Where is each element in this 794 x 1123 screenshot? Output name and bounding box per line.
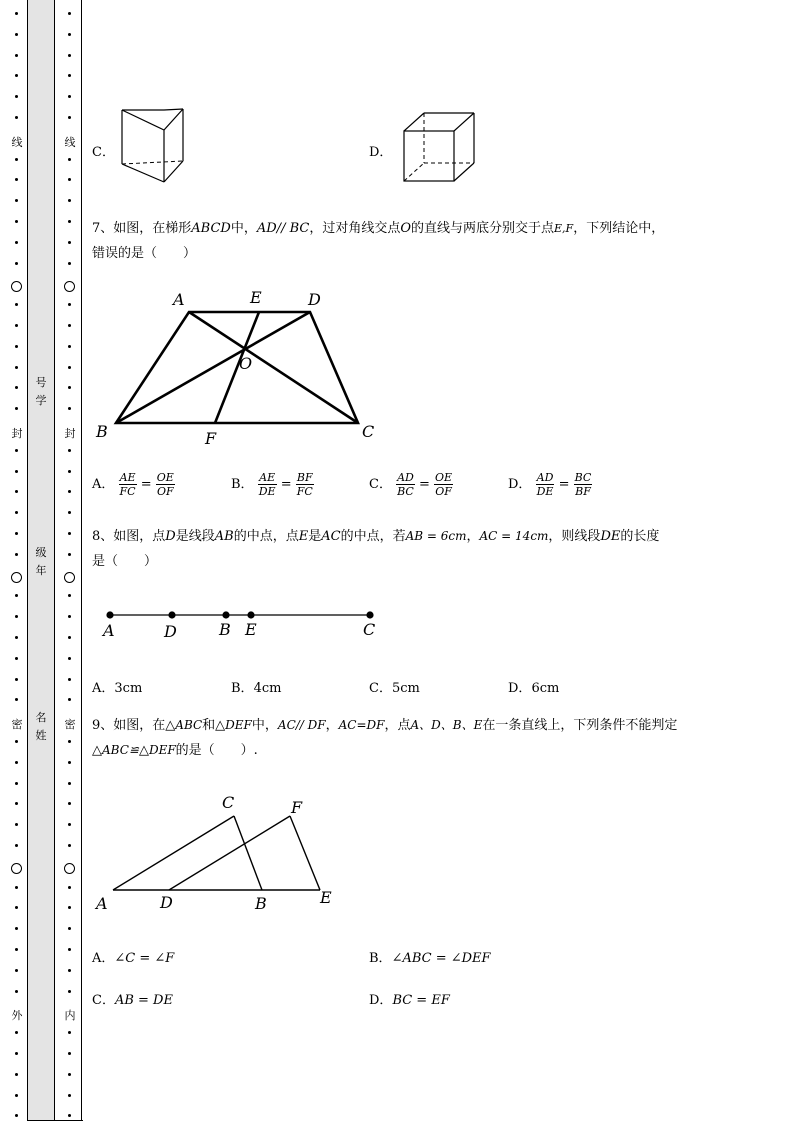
fraction-denominator: FC	[119, 485, 136, 498]
binding-dot	[15, 698, 18, 701]
fraction-denominator: DE	[258, 485, 276, 498]
left-circle-mark	[11, 281, 22, 292]
q8-line-segment-figure	[92, 600, 392, 645]
math-term: ABC	[175, 718, 203, 732]
label-char: 号	[35, 376, 47, 389]
binding-dot	[15, 615, 18, 618]
binding-dot	[68, 178, 71, 181]
binding-dot	[15, 927, 18, 930]
stem-text: 的长度	[620, 529, 660, 544]
option-value: 4cm	[253, 681, 282, 696]
fraction	[536, 471, 555, 498]
math-term: AC = 14cm	[479, 529, 549, 543]
binding-dot	[15, 366, 18, 369]
binding-dot	[15, 969, 18, 972]
binding-dot	[68, 844, 71, 847]
fraction-numerator: AE	[119, 471, 136, 484]
binding-dot	[15, 782, 18, 785]
binding-dot	[15, 407, 18, 410]
point-label-b: B	[96, 422, 108, 441]
stem-text: 是	[308, 529, 322, 544]
option-label: C．	[369, 681, 392, 696]
stem-text: ，	[325, 718, 339, 733]
binding-dot	[15, 449, 18, 452]
point-label-o: O	[239, 354, 253, 373]
option-value: 3cm	[114, 681, 143, 696]
binding-dot	[68, 511, 71, 514]
binding-dot	[68, 990, 71, 993]
option-label: D．	[508, 477, 532, 492]
binding-dot	[68, 615, 71, 618]
point-label-d: D	[164, 622, 177, 641]
fraction-denominator: OF	[435, 485, 452, 498]
q6-option-c-prism-figure	[118, 104, 190, 186]
left-mark-mi: 密	[11, 718, 23, 731]
binding-dot	[68, 969, 71, 972]
point-label-e: E	[245, 620, 257, 639]
right-mark-xian: 线	[64, 136, 76, 149]
binding-dot	[68, 948, 71, 951]
binding-dot	[68, 802, 71, 805]
stem-text: △	[138, 743, 149, 758]
stem-text: 如图，点	[113, 529, 166, 544]
binding-dot	[68, 116, 71, 119]
right-mark-nei: 内	[64, 1009, 76, 1022]
point-label-f: F	[291, 798, 303, 817]
binding-dot	[68, 470, 71, 473]
q8-option-c	[369, 677, 420, 696]
binding-dot	[15, 802, 18, 805]
option-label: A．	[92, 681, 115, 696]
stem-text: 中，	[251, 718, 278, 733]
math-term: AC	[321, 529, 341, 544]
left-circle-mark	[11, 863, 22, 874]
binding-dot	[15, 823, 18, 826]
binding-dot	[68, 449, 71, 452]
binding-dot	[68, 407, 71, 410]
option-label: C．	[92, 993, 115, 1008]
binding-dot	[15, 1031, 18, 1034]
binding-dot	[15, 636, 18, 639]
binding-dot	[68, 636, 71, 639]
math-term: DE	[600, 529, 621, 544]
option-value: AB = DE	[114, 993, 173, 1008]
fraction-numerator: BC	[574, 471, 592, 484]
q9-option-a	[92, 947, 174, 966]
stem-text: △	[92, 743, 102, 758]
fraction-numerator: AE	[259, 471, 276, 484]
right-mark-feng: 封	[64, 427, 76, 440]
stem-text: 的中点，若	[340, 529, 406, 544]
option-value: BC = EF	[392, 993, 450, 1008]
binding-dot	[15, 262, 18, 265]
binding-dot	[68, 594, 71, 597]
option-label: A．	[92, 951, 115, 966]
q9-option-b	[369, 947, 491, 966]
q7-option-b: B． $\frac{AE}{DE}$ = $\frac{BF}{FC}$	[231, 471, 313, 498]
binding-dot	[15, 532, 18, 535]
math-term: DEF	[225, 718, 252, 732]
right-mark-mi: 密	[64, 718, 76, 731]
option-label: B．	[369, 951, 392, 966]
binding-dot	[15, 386, 18, 389]
math-term: ABCD	[191, 221, 231, 236]
label-char: 年	[35, 564, 47, 577]
option-label: A．	[92, 477, 115, 492]
point-label-d: D	[308, 290, 321, 309]
stem-text: 的是（ ）.	[175, 743, 258, 758]
binding-dot	[15, 553, 18, 556]
q6-option-c-label: C．	[92, 145, 115, 160]
stem-text: 的中点，点	[233, 529, 299, 544]
binding-dot	[68, 345, 71, 348]
stem-text: 中，	[230, 221, 257, 236]
binding-dot	[68, 927, 71, 930]
point-label-e: E	[250, 288, 262, 307]
left-circle-mark	[11, 572, 22, 583]
binding-dot	[15, 303, 18, 306]
question-7-stem	[92, 216, 732, 266]
option-label: B．	[231, 681, 254, 696]
binding-dot	[68, 386, 71, 389]
fraction	[258, 471, 277, 498]
math-term: E,F	[554, 222, 574, 235]
q7-option-d: D． $\frac{AD}{DE}$ = $\frac{BC}{BF}$	[508, 471, 592, 498]
math-term: AD// BC	[256, 221, 310, 236]
q8-option-a	[92, 677, 142, 696]
binding-dot	[68, 678, 71, 681]
math-term: ABC≌	[102, 743, 139, 757]
question-8-stem	[92, 524, 732, 574]
label-char: 姓	[35, 729, 47, 742]
binding-dot	[68, 1114, 71, 1117]
binding-dot	[15, 1073, 18, 1076]
option-value: 6cm	[531, 681, 560, 696]
option-label: D．	[369, 993, 393, 1008]
stem-text: ，则线段	[548, 529, 601, 544]
stem-text: ，	[466, 529, 480, 544]
binding-dot	[68, 95, 71, 98]
q8-option-d	[508, 677, 559, 696]
stem-text: 是（ ）	[92, 554, 158, 569]
math-term: AC// DF	[277, 718, 326, 732]
question-9-stem	[92, 713, 732, 763]
point-label-c: C	[362, 422, 375, 441]
binding-dot	[68, 761, 71, 764]
binding-dot	[15, 1114, 18, 1117]
fraction-denominator: BC	[397, 485, 414, 498]
binding-dot	[68, 262, 71, 265]
binding-margin	[0, 0, 84, 1123]
binding-dot	[68, 1052, 71, 1055]
fraction-numerator: BF	[296, 471, 313, 484]
point-label-b: B	[255, 894, 267, 913]
fraction	[396, 471, 415, 498]
option-value: 5cm	[391, 681, 420, 696]
binding-dot	[15, 990, 18, 993]
binding-dot	[15, 594, 18, 597]
fraction	[296, 471, 314, 498]
fraction	[574, 471, 593, 498]
binding-dot	[68, 241, 71, 244]
binding-bottom-rule	[27, 1120, 83, 1121]
binding-dot	[15, 116, 18, 119]
binding-dot	[68, 698, 71, 701]
binding-dot	[15, 345, 18, 348]
fraction	[119, 471, 137, 498]
binding-dot	[68, 74, 71, 77]
option-label: C．	[369, 477, 392, 492]
math-term: E	[298, 529, 309, 544]
option-label: D．	[508, 681, 532, 696]
label-char: 名	[35, 711, 47, 724]
fraction-denominator: OF	[156, 485, 174, 498]
q9-option-d	[369, 989, 450, 1008]
stem-text: ，点	[384, 718, 411, 733]
binding-dot	[68, 1031, 71, 1034]
q6-option-d-cube-figure	[400, 110, 478, 186]
binding-dot	[68, 1073, 71, 1076]
q7-option-c: C． $\frac{AD}{BC}$ = $\frac{OE}{OF}$	[369, 471, 453, 498]
binding-dot	[15, 54, 18, 57]
question-number: 7、	[92, 221, 114, 236]
stem-text: 的直线与两底分别交于点	[411, 221, 555, 236]
binding-dot	[68, 366, 71, 369]
math-term: DEF	[148, 743, 176, 757]
binding-dot	[15, 657, 18, 660]
stem-text: ，过对角线交点	[309, 221, 401, 236]
binding-dot	[15, 1052, 18, 1055]
math-term: AB = 6cm	[405, 529, 467, 543]
binding-dot	[68, 324, 71, 327]
binding-dot	[68, 220, 71, 223]
stem-text: 是线段	[175, 529, 215, 544]
grade-label	[32, 544, 50, 580]
point-label-d: D	[160, 893, 173, 912]
label-char: 学	[35, 394, 47, 407]
point-label-f: F	[205, 429, 217, 448]
math-term: AB	[214, 529, 234, 544]
binding-dot	[15, 844, 18, 847]
binding-dot	[15, 886, 18, 889]
math-term: A、D、B、E	[410, 718, 483, 732]
point-label-a: A	[103, 621, 115, 640]
left-mark-wai: 外	[11, 1009, 23, 1022]
binding-dot	[68, 553, 71, 556]
point-label-e: E	[320, 888, 332, 907]
binding-dot	[68, 1094, 71, 1097]
fraction-denominator: FC	[296, 485, 313, 498]
option-label: B．	[231, 477, 254, 492]
binding-dot	[68, 532, 71, 535]
fraction-numerator: OE	[435, 471, 453, 484]
fraction-numerator: AD	[536, 471, 554, 484]
binding-dot	[15, 678, 18, 681]
binding-dot	[15, 761, 18, 764]
q6-option-d-label: D．	[369, 145, 393, 160]
binding-dot	[15, 95, 18, 98]
question-number: 8、	[92, 529, 114, 544]
binding-dot	[68, 657, 71, 660]
point-label-b: B	[219, 620, 231, 639]
binding-dot	[68, 33, 71, 36]
right-circle-mark	[64, 863, 75, 874]
q8-option-b	[231, 677, 281, 696]
q9-option-c	[92, 989, 173, 1008]
binding-dot	[15, 511, 18, 514]
binding-dot	[15, 948, 18, 951]
binding-dot	[15, 1094, 18, 1097]
binding-dot	[15, 490, 18, 493]
binding-dot	[15, 12, 18, 15]
fraction-denominator: BF	[575, 485, 591, 498]
math-term: AC=DF	[338, 718, 385, 732]
binding-dot	[68, 158, 71, 161]
binding-dot	[68, 54, 71, 57]
binding-dot	[15, 740, 18, 743]
binding-dot	[68, 823, 71, 826]
binding-dot	[15, 74, 18, 77]
name-label	[32, 709, 50, 745]
option-value: ∠ABC = ∠DEF	[391, 951, 491, 966]
q7-trapezoid-figure	[92, 285, 392, 450]
stem-text: 和△	[202, 718, 226, 733]
stem-text: 错误的是（ ）	[92, 246, 197, 261]
point-label-a: A	[96, 894, 108, 913]
binding-dot	[68, 199, 71, 202]
right-circle-mark	[64, 281, 75, 292]
stem-text: 在一条直线上，下列条件不能判定	[482, 718, 678, 733]
fraction	[434, 471, 453, 498]
binding-dot	[15, 158, 18, 161]
binding-dot	[68, 906, 71, 909]
binding-dot	[68, 782, 71, 785]
stem-text: 如图，在△	[113, 718, 176, 733]
left-mark-feng: 封	[11, 427, 23, 440]
binding-dot	[68, 12, 71, 15]
binding-dot	[68, 490, 71, 493]
binding-dot	[15, 241, 18, 244]
binding-dot	[68, 303, 71, 306]
binding-rule	[81, 0, 82, 1121]
q9-triangles-figure	[92, 790, 352, 915]
label-char: 级	[35, 546, 47, 559]
fraction-numerator: OE	[156, 471, 174, 484]
right-circle-mark	[64, 572, 75, 583]
binding-dot	[68, 886, 71, 889]
q7-option-a: A． $\frac{AE}{FC}$ = $\frac{OE}{OF}$	[92, 471, 174, 498]
question-number: 9、	[92, 718, 114, 733]
stem-text: ，下列结论中，	[573, 221, 665, 236]
point-label-c: C	[363, 620, 376, 639]
math-term: D	[165, 529, 176, 544]
point-label-a: A	[173, 290, 185, 309]
left-mark-xian: 线	[11, 136, 23, 149]
binding-dot	[15, 324, 18, 327]
fraction-denominator: DE	[536, 485, 554, 498]
binding-dot	[15, 178, 18, 181]
binding-dot	[68, 740, 71, 743]
binding-dot	[15, 220, 18, 223]
binding-dot	[15, 906, 18, 909]
student-id-label	[32, 374, 50, 410]
stem-text: 如图，在梯形	[113, 221, 192, 236]
binding-dot	[15, 33, 18, 36]
point-label-c: C	[222, 793, 235, 812]
fraction-numerator: AD	[397, 471, 414, 484]
math-term: O	[400, 221, 412, 236]
option-value: ∠C = ∠F	[114, 951, 175, 966]
binding-dot	[15, 470, 18, 473]
binding-dot	[15, 199, 18, 202]
fraction	[156, 471, 175, 498]
